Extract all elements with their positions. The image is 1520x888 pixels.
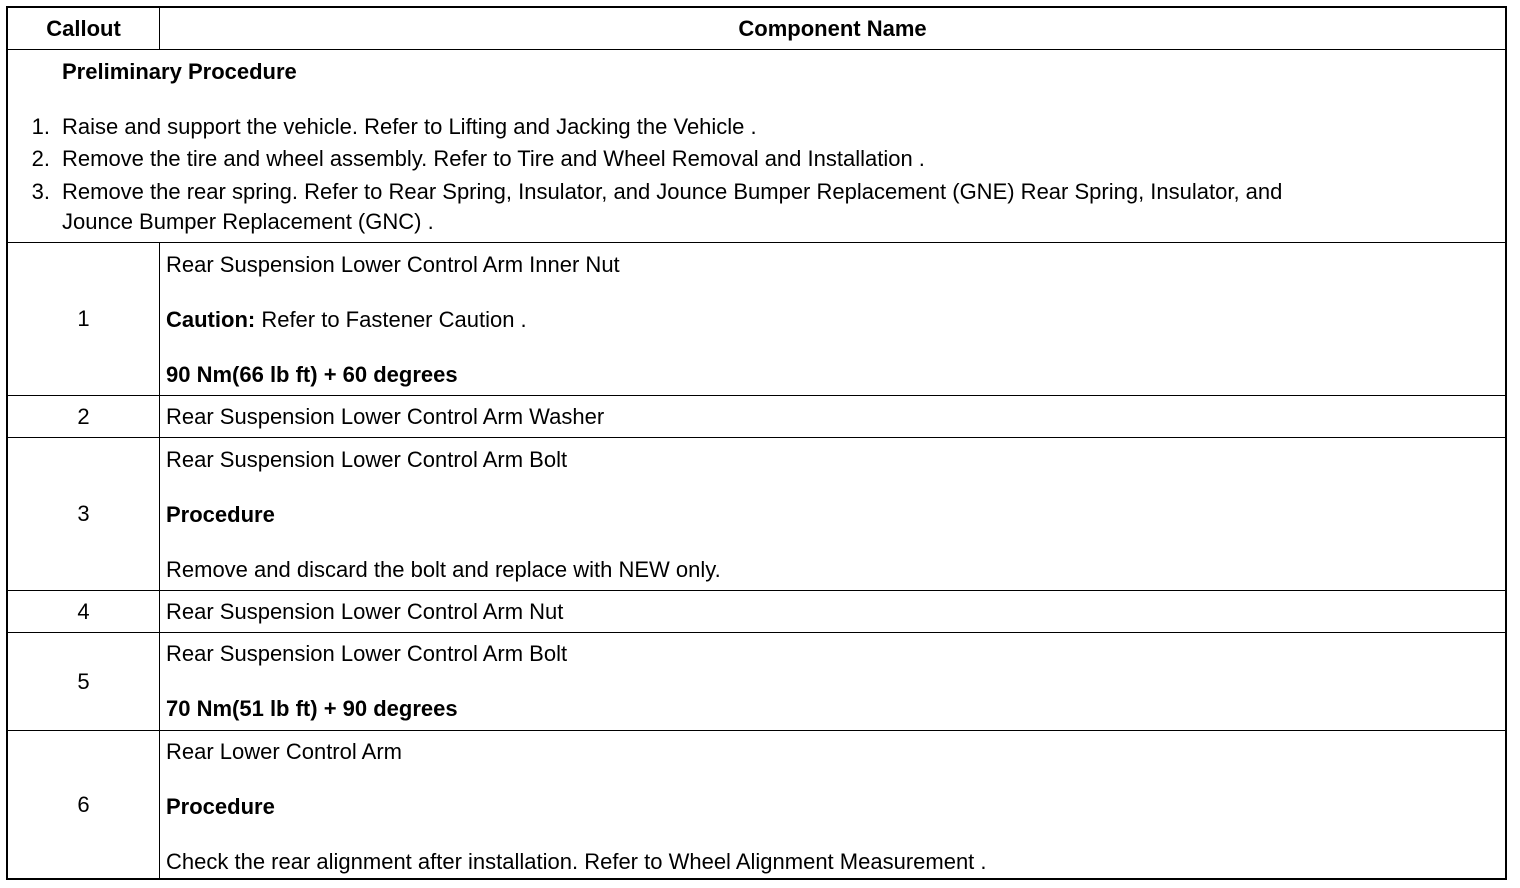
caution-text: Refer to Fastener Caution . bbox=[255, 307, 527, 332]
step-text: Remove the tire and wheel assembly. Refer to Tire and Wheel Removal and Installation . bbox=[62, 146, 925, 171]
component-cell bbox=[160, 731, 1505, 878]
step-number: 3. bbox=[31, 179, 50, 204]
torque-spec: 90 Nm(66 lb ft) + 60 degrees bbox=[166, 362, 458, 387]
component-name: Rear Lower Control Arm bbox=[166, 739, 402, 764]
component-cell bbox=[160, 633, 1505, 730]
step-number: 1. bbox=[31, 114, 50, 139]
callout-number: 3 bbox=[8, 438, 160, 590]
preliminary-procedure-row bbox=[8, 50, 1505, 243]
table-row bbox=[8, 243, 1505, 396]
component-name: Rear Suspension Lower Control Arm Washer bbox=[166, 404, 605, 429]
table-row bbox=[8, 438, 1505, 591]
step-number: 2. bbox=[31, 146, 50, 171]
caution-label: Caution: bbox=[166, 307, 256, 332]
table-row bbox=[8, 591, 1505, 633]
component-name-header: Component Name bbox=[738, 15, 927, 41]
table-header-row bbox=[8, 8, 1505, 50]
preliminary-title: Preliminary Procedure bbox=[62, 59, 297, 84]
callout-number: 6 bbox=[8, 731, 160, 878]
table-row bbox=[8, 396, 1505, 438]
component-cell bbox=[160, 591, 1505, 632]
torque-spec: 70 Nm(51 lb ft) + 90 degrees bbox=[166, 696, 458, 721]
component-cell bbox=[160, 243, 1505, 395]
caution-note bbox=[166, 307, 527, 333]
procedure-text: Check the rear alignment after installation. Refer to Wheel Alignment Measurement . bbox=[166, 849, 987, 874]
step-text-line1: Remove the rear spring. Refer to Rear Spring, Insulator, and Jounce Bumper Replacement (GNE) Rear Spring, Insulator, and bbox=[62, 179, 1283, 204]
step-text: Raise and support the vehicle. Refer to Lifting and Jacking the Vehicle . bbox=[62, 114, 757, 139]
component-name: Rear Suspension Lower Control Arm Bolt bbox=[166, 447, 568, 472]
table-row bbox=[8, 633, 1505, 731]
procedure-text: Remove and discard the bolt and replace with NEW only. bbox=[166, 557, 721, 582]
callout-number: 4 bbox=[8, 591, 160, 632]
procedure-label: Procedure bbox=[166, 502, 275, 527]
component-name: Rear Suspension Lower Control Arm Bolt bbox=[166, 641, 568, 666]
component-name: Rear Suspension Lower Control Arm Inner Nut bbox=[166, 252, 620, 277]
procedure-label: Procedure bbox=[166, 794, 275, 819]
component-cell bbox=[160, 396, 1505, 437]
component-name: Rear Suspension Lower Control Arm Nut bbox=[166, 599, 564, 624]
step-text-line2: Jounce Bumper Replacement (GNC) . bbox=[62, 209, 434, 234]
callout-number: 5 bbox=[8, 633, 160, 730]
component-table bbox=[6, 6, 1507, 880]
table-row bbox=[8, 731, 1505, 878]
callout-number: 1 bbox=[8, 243, 160, 395]
callout-number: 2 bbox=[8, 396, 160, 437]
component-cell bbox=[160, 438, 1505, 590]
callout-header: Callout bbox=[8, 8, 160, 49]
